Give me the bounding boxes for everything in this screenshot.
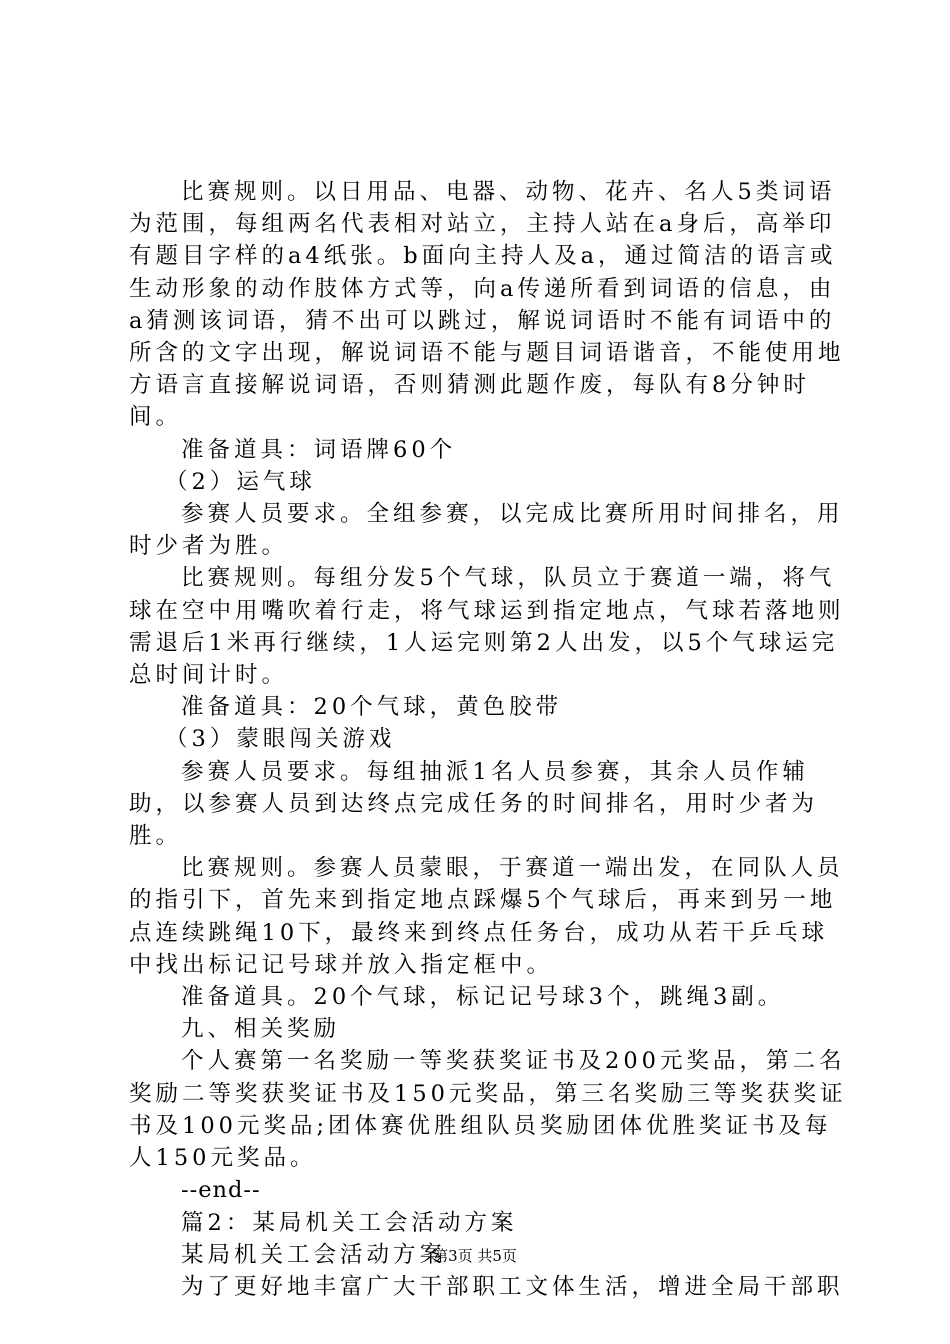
paragraph-rules-2: 比赛规则。每组分发5个气球，队员立于赛道一端，将气球在空中用嘴吹着行走，将气球运到指定地点，气球若落地则需退后1米再行继续，1人运完则第2人出发，以5个气球运完总时间计时。 — [129, 565, 845, 689]
page-number-footer: 第3页 共5页 — [433, 1247, 517, 1265]
paragraph-rules-1: 比赛规则。以日用品、电器、动物、花卉、名人5类词语为范围，每组两名代表相对站立，主持人站在a身后，高举印有题目字样的a4纸张。b面向主持人及a，通过简洁的语言或生动形象的动作肢体方式等，向a传递所看到词语的信息，由a猜测该词语，猜不出可以跳过，解说词语时不能有词语中的所含的文字出现，解说词语不能与题目词语谐音，不能使用地方语言直接解说词语，否则猜测此题作废，每队有8分钟时间。 — [129, 179, 845, 431]
paragraph-requirements-2: 参赛人员要求。全组参赛，以完成比赛所用时间排名，用时少者为胜。 — [129, 501, 844, 560]
end-marker: --end-- — [181, 1177, 261, 1204]
document-body — [129, 176, 849, 1303]
article-2-title: 某局机关工会活动方案 — [181, 1241, 447, 1268]
section-heading-balloon: （2）运气球 — [165, 468, 316, 495]
section-heading-blindfold: （3）蒙眼闯关游戏 — [165, 726, 396, 753]
article-2-intro: 为了更好地丰富广大干部职工文体生活，增进全局干部职 — [181, 1273, 844, 1300]
paragraph-requirements-3: 参赛人员要求。每组抽派1名人员参赛，其余人员作辅助，以参赛人员到达终点完成任务的时间排名，用时少者为胜。 — [129, 758, 819, 850]
section-heading-awards: 九、相关奖励 — [181, 1016, 341, 1043]
paragraph-awards: 个人赛第一名奖励一等奖获奖证书及200元奖品，第二名奖励二等奖获奖证书及150元奖品，第三名奖励三等奖获奖证书及100元奖品;团体赛优胜组队员奖励团体优胜奖证书及每人150元奖品。 — [129, 1048, 847, 1172]
paragraph-props-3: 准备道具。20个气球，标记记号球3个，跳绳3副。 — [181, 984, 785, 1011]
article-2-heading: 篇2：某局机关工会活动方案 — [181, 1209, 518, 1236]
paragraph-rules-3: 比赛规则。参赛人员蒙眼，于赛道一端出发，在同队人员的指引下，首先来到指定地点踩爆5个气球后，再来到另一地点连续跳绳10下，最终来到终点任务台，成功从若干乒乓球中找出标记记号球并放入指定框中。 — [129, 855, 844, 978]
paragraph-props-1: 准备道具：词语牌60个 — [181, 436, 457, 463]
paragraph-props-2: 准备道具：20个气球，黄色胶带 — [181, 694, 563, 721]
